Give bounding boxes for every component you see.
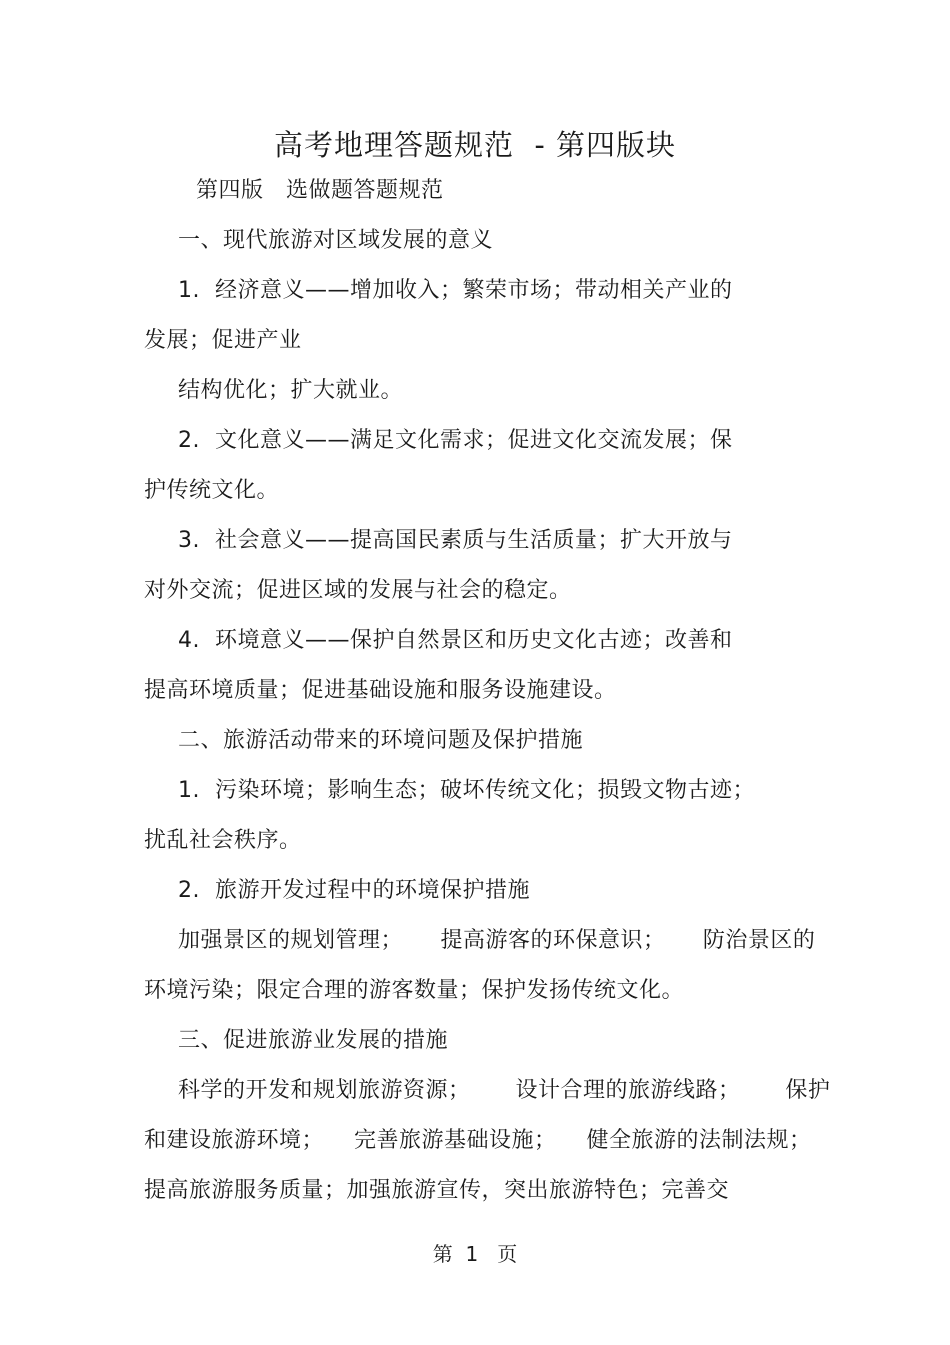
paragraph-line: 1. 污染环境；影响生态；破坏传统文化；损毁文物古迹；: [178, 778, 755, 803]
paragraph-line: 发展；促进产业: [144, 328, 302, 353]
paragraph-line: 2. 旅游开发过程中的环境保护措施: [178, 878, 530, 903]
paragraph-line: 科学的开发和规划旅游资源； 设计合理的旅游线路； 保护: [178, 1078, 831, 1103]
page-number: 第 1 页: [432, 1242, 518, 1266]
paragraph-line: 2. 文化意义——满足文化需求；促进文化交流发展；保: [178, 428, 733, 453]
paragraph-line: 和建设旅游环境； 完善旅游基础设施； 健全旅游的法制法规；: [144, 1128, 812, 1153]
paragraph-line: 3. 社会意义——提高国民素质与生活质量；扩大开放与: [178, 528, 733, 553]
paragraph-line: 护传统文化。: [144, 478, 280, 503]
page-title: 高考地理答题规范 - 第四版块: [273, 128, 677, 162]
paragraph-line: 加强景区的规划管理； 提高游客的环保意识； 防治景区的: [178, 928, 816, 953]
paragraph-line: 1. 经济意义——增加收入；繁荣市场；带动相关产业的: [178, 278, 733, 303]
section-heading-2: 二、旅游活动带来的环境问题及保护措施: [178, 728, 584, 753]
paragraph-line: 对外交流；促进区域的发展与社会的稳定。: [144, 578, 572, 603]
paragraph-line: 4. 环境意义——保护自然景区和历史文化古迹；改善和: [178, 628, 733, 653]
subtitle: 第四版 选做题答题规范: [196, 178, 444, 203]
paragraph-line: 提高旅游服务质量；加强旅游宣传，突出旅游特色；完善交: [144, 1178, 730, 1203]
paragraph-line: 结构优化；扩大就业。: [178, 378, 404, 403]
paragraph-line: 环境污染；限定合理的游客数量；保护发扬传统文化。: [144, 978, 685, 1003]
paragraph-line: 扰乱社会秩序。: [144, 828, 302, 853]
section-heading-1: 一、现代旅游对区域发展的意义: [178, 228, 494, 253]
paragraph-line: 提高环境质量；促进基础设施和服务设施建设。: [144, 678, 617, 703]
section-heading-3: 三、促进旅游业发展的措施: [178, 1028, 449, 1053]
